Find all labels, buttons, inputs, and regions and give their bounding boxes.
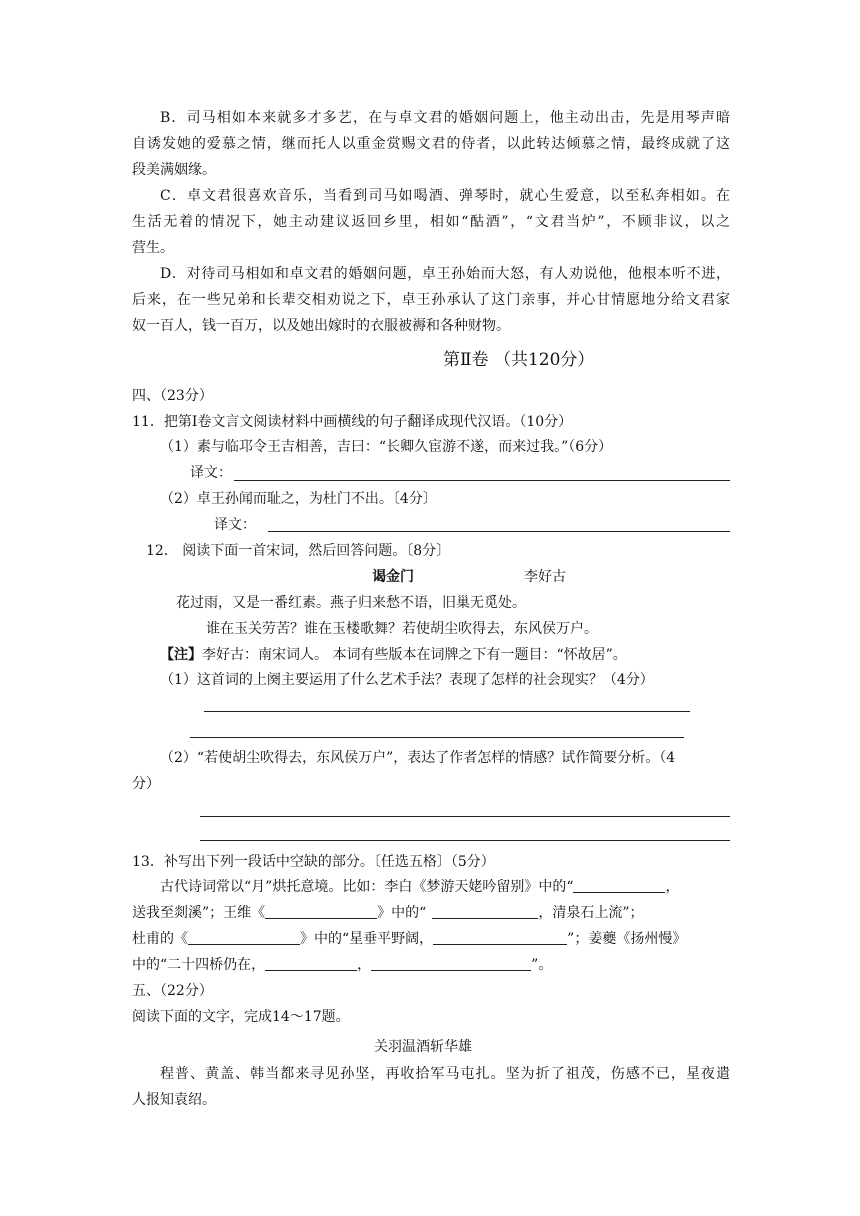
section-5-heading: 五、（22分） [132, 983, 213, 999]
q13-text-4b: ， [357, 957, 372, 973]
answer-line-q12-1a[interactable] [204, 711, 690, 712]
option-c-line-3: 营生。 [132, 240, 174, 256]
question-13-line-4 [132, 955, 552, 975]
question-13-line-3 [132, 929, 686, 949]
question-12: 12． 阅读下面一首宋词，然后回答问题。〔8分〕 [146, 543, 451, 559]
translation-label-2: 译文： [214, 517, 256, 533]
fill-blank-2[interactable] [265, 904, 377, 919]
poem-note [160, 645, 627, 665]
option-d-line-2: 后来，在一些兄弟和长辈交相劝说之下，卓王孙承认了这门亲事，并心甘情愿地分给文君家 [132, 292, 730, 308]
q13-text-3a: 杜甫的《 [132, 931, 188, 947]
answer-line-q12-2b[interactable] [200, 840, 730, 841]
option-c-line-2: 生活无着的情况下，她主动建议返回乡里，相如“酤酒”，“文君当炉”，不顾非议，以之 [132, 214, 730, 230]
poem-title: 谒金门 [372, 569, 414, 585]
translation-label-1: 译文： [190, 465, 232, 481]
part2-title: 第Ⅱ卷 （共120分） [443, 350, 595, 370]
question-13-line-1 [160, 877, 679, 897]
question-11: 11．把第Ⅰ卷文言文阅读材料中画横线的句子翻译成现代汉语。（10分） [132, 414, 573, 430]
fill-blank-3[interactable] [432, 904, 538, 919]
option-d-line-1: D．对待司马相如和卓文君的婚姻问题，卓王孙始而大怒，有人劝说他，他根本听不进， [160, 266, 730, 282]
answer-line-q12-1b[interactable] [190, 737, 684, 738]
q13-text-3b: 》中的“星垂平野阔， [300, 931, 434, 947]
note-text: 李好古：南宋词人。 本词有些版本在词牌之下有一题目：“怀故居”。 [202, 647, 627, 663]
section-4-heading: 四、（23分） [132, 388, 213, 404]
question-11-1: （1）素与临邛令王吉相善，吉曰：“长卿久宦游不遂，而来过我。”（6分） [160, 439, 613, 455]
q13-text-2c: ，清泉石上流”； [538, 905, 644, 921]
question-13: 13．补写出下列一段话中空缺的部分。〔任选五格〕（5分） [132, 854, 495, 870]
q13-text-2a: 送我至剡溪”；王维《 [132, 905, 266, 921]
poem-author: 李好古 [524, 569, 566, 585]
option-b-line-3: 段美满姻缘。 [132, 162, 216, 178]
option-d-line-3: 奴一百人，钱一百万，以及她出嫁时的衣服被褥和各种财物。 [132, 318, 510, 334]
note-tag: 【注】 [160, 647, 202, 663]
option-b-line-1: B．司马相如本来就多才多艺，在与卓文君的婚姻问题上，他主动出击，先是用琴声暗 [160, 110, 730, 126]
fill-blank-4[interactable] [188, 930, 300, 945]
fill-blank-6[interactable] [265, 956, 357, 971]
passage-paragraph-line-2: 人报知袁绍。 [132, 1092, 216, 1108]
passage-title: 关羽温酒斩华雄 [374, 1039, 472, 1055]
section-5-intro: 阅读下面的文字，完成14～17题。 [132, 1009, 350, 1025]
fill-blank-5[interactable] [433, 930, 567, 945]
q13-comma: ， [665, 879, 680, 895]
fill-blank-1[interactable] [573, 878, 665, 893]
q13-text-3c: ”；姜夔《扬州慢》 [567, 931, 687, 947]
q13-text-4a: 中的“二十四桥仍在， [132, 957, 266, 973]
poem-line-1: 花过雨，又是一番红素。燕子归来愁不语，旧巢无觅处。 [176, 595, 526, 611]
fill-blank-7[interactable] [371, 956, 531, 971]
answer-line-q12-2a[interactable] [200, 816, 730, 817]
q13-text-2b: 》中的“ [377, 905, 427, 921]
answer-line-q11-1[interactable] [234, 480, 730, 481]
option-b-line-2: 自诱发她的爱慕之情，继而托人以重金赏赐文君的侍者，以此转达倾慕之情，最终成就了这 [132, 136, 730, 152]
option-c-line-1: C．卓文君很喜欢音乐，当看到司马如喝酒、弹琴时，就心生爱意，以至私奔相如。在 [160, 188, 730, 204]
question-12-2-line-1: （2）“若使胡尘吹得去，东风侯万户”，表达了作者怎样的情感？试作简要分析。（4 [160, 750, 676, 766]
question-11-2: （2）卓王孙闻而耻之，为杜门不出。〔4分〕 [160, 491, 437, 507]
question-12-2-line-2: 分） [132, 776, 160, 792]
passage-paragraph-line-1: 程普、黄盖、韩当都来寻见孙坚，再收拾军马屯扎。坚为折了祖茂，伤感不已，星夜遣 [160, 1066, 730, 1082]
q13-text-1: 古代诗词常以“月”烘托意境。比如：李白《梦游天姥吟留别》中的“ [160, 879, 574, 895]
question-13-line-2 [132, 903, 644, 923]
question-12-1: （1）这首词的上阕主要运用了什么艺术手法？表现了怎样的社会现实？（4分） [160, 672, 654, 688]
answer-line-q11-2[interactable] [268, 531, 730, 532]
q13-text-4c: ”。 [531, 957, 553, 973]
poem-line-2: 谁在玉关劳苦？谁在玉楼歌舞？若使胡尘吹得去，东风侯万户。 [206, 621, 598, 637]
